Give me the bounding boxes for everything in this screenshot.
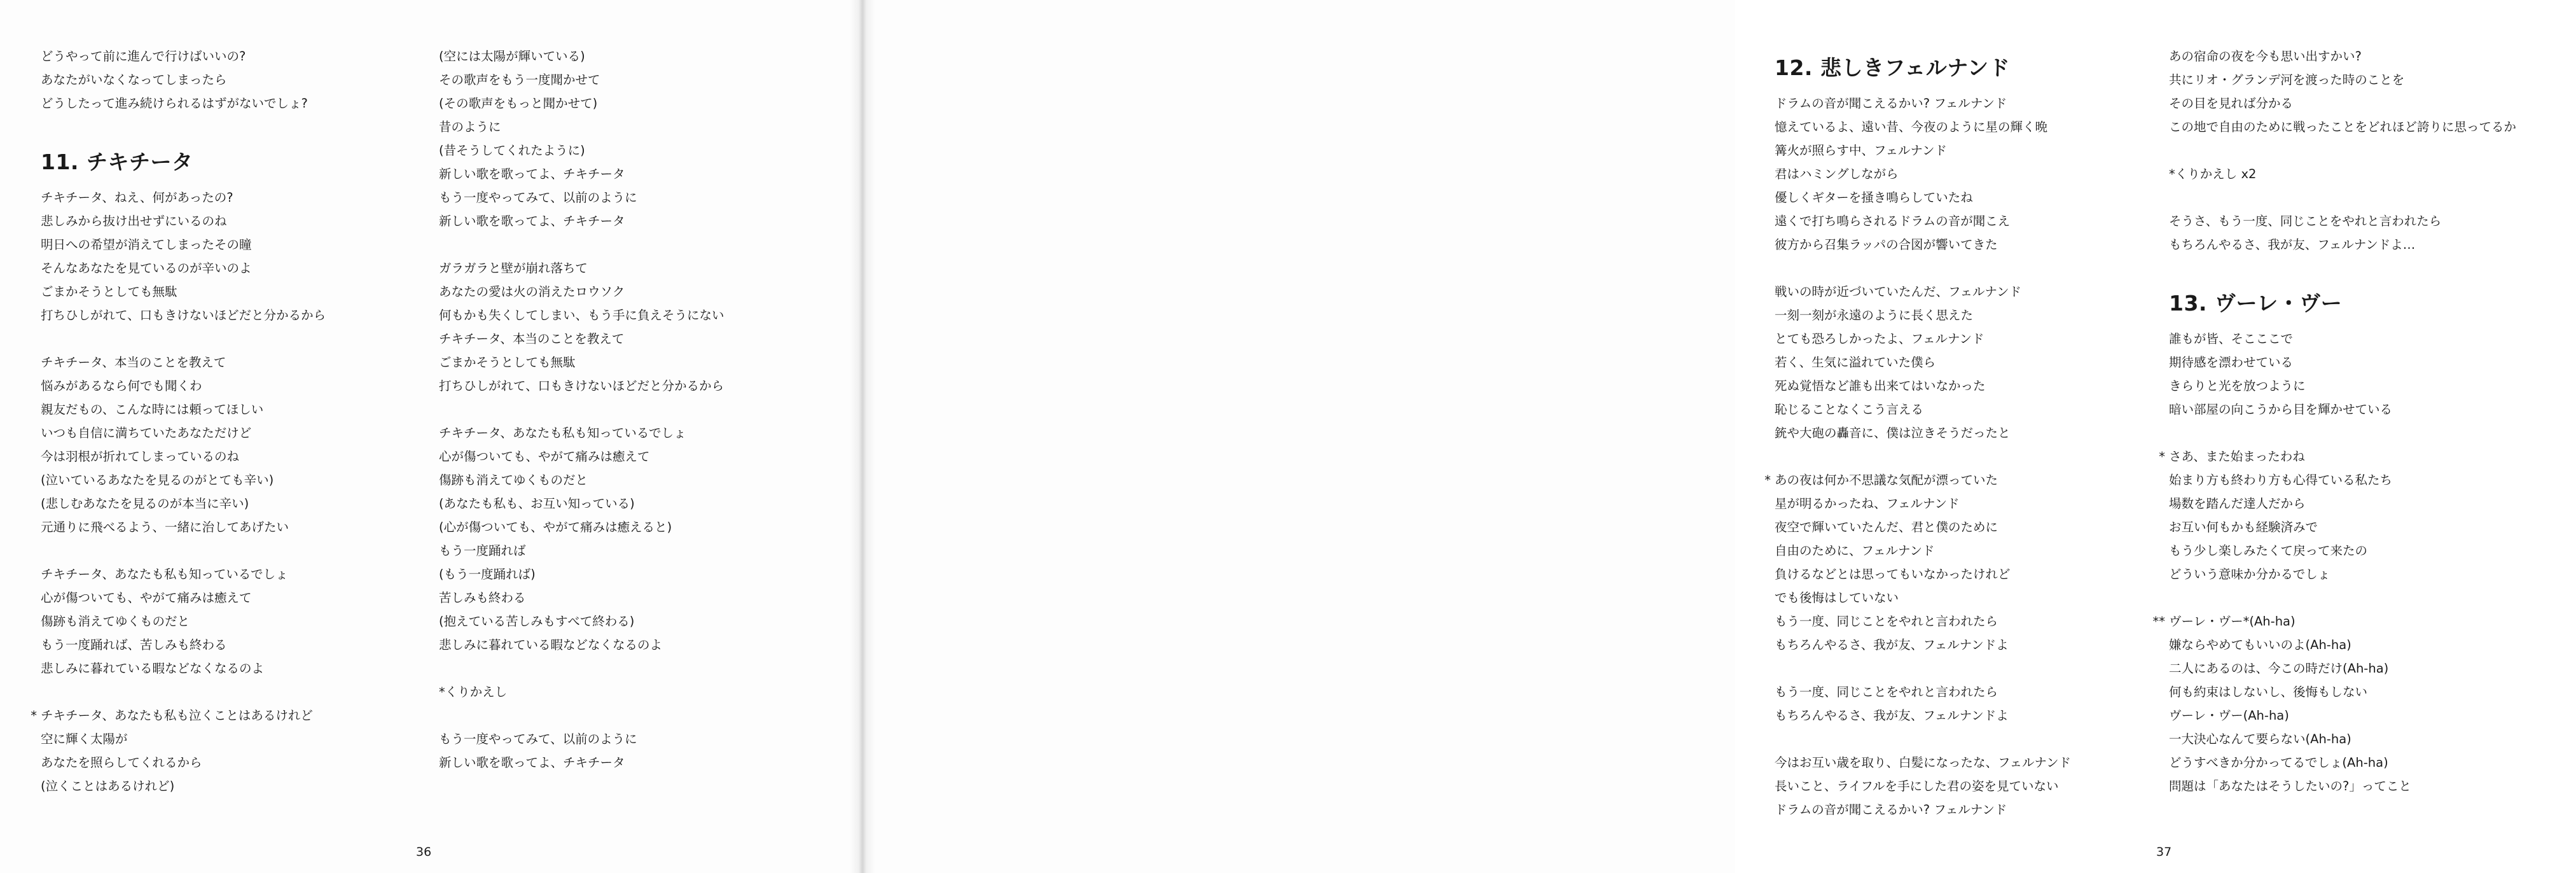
lyric-text: (あなたも私も、お互い知っている) [439,496,635,511]
lyric-text: (その歌声をもっと聞かせて) [439,96,598,111]
lyric-text: 今は羽根が折れてしまっているのね [41,449,240,464]
song-title: 11. チキチータ [41,150,193,174]
lyrics-column-2 [439,45,833,774]
lyric-text: 恥じることなくこう言える [1775,402,1924,417]
lyric-line [41,256,422,280]
refrain-marker: * [2159,449,2165,464]
lyric-line [2169,704,2576,727]
lyric-line [2169,115,2576,139]
page-number-left: 36 [416,845,432,859]
lyric-line [439,92,833,115]
lyric-text: もちろんやるさ、我が友、フェルナンドよ… [2169,237,2416,252]
refrain-marker: * [1764,473,1771,487]
lyric-text: 悲しみから抜け出せずにいるのね [41,214,227,228]
lyric-line [2169,327,2576,351]
lyric-line [41,68,422,92]
lyric-line [41,374,422,398]
lyric-text: そんなあなたを見ているのが辛いのよ [41,261,252,276]
lyric-text: 今はお互い歳を取り、白髪になったな、フェルナンド [1775,755,2072,770]
lyric-text: いつも自信に満ちていたあなただけど [41,426,252,440]
lyric-line [41,610,422,633]
stanza-break [439,398,833,421]
lyric-line [2169,374,2576,398]
stanza-break [41,680,422,704]
lyric-line [2169,633,2576,657]
lyric-text: 一大決心なんて要らない(Ah-ha) [2169,732,2351,746]
lyric-text: 共にリオ・グランデ河を渡った時のことを [2169,73,2405,87]
lyric-text: もう一度やってみて、以前のように [439,190,637,205]
lyric-line [2169,351,2576,374]
lyric-text: そうさ、もう一度、同じことをやれと言われたら [2169,214,2442,228]
lyric-text: 打ちひしがれて、口もきけないほどだと分かるから [439,379,724,393]
lyric-line [1775,492,2156,515]
lyric-line [1775,398,2156,421]
lyric-text: 長いこと、ライフルを手にした君の姿を見ていない [1775,779,2059,793]
lyric-line [41,351,422,374]
lyric-text: 悲しみに暮れている暇などなくなるのよ [41,661,265,676]
lyric-text: 新しい歌を歌ってよ、チキチータ [439,167,625,181]
lyric-line [41,774,422,798]
lyric-line [2159,445,2576,468]
lyric-text: 傷跡も消えてゆくものだと [439,473,588,487]
lyric-text: さあ、また始まったわね [2169,449,2305,464]
lyric-text: 憶えているよ、遠い昔、今夜のように星の輝く晩 [1775,120,2048,134]
lyric-line [2152,610,2576,633]
lyric-line [2169,680,2576,704]
song-title: 13. ヴーレ・ヴー [2169,291,2343,316]
lyric-text: 若く、生気に溢れていた僕ら [1775,355,1936,370]
lyric-line [41,657,422,680]
lyric-line [41,209,422,233]
lyric-text: チキチータ、本当のことを教えて [41,355,226,370]
lyric-line [2169,233,2576,256]
lyric-line [439,327,833,351]
lyric-text: もう一度、同じことをやれと言われたら [1775,614,1998,629]
lyric-text: もう一度踊れば、苦しみも終わる [41,638,227,652]
lyric-line [439,633,833,657]
lyrics-column-1 [31,45,422,798]
lyric-text: (空には太陽が輝いている) [439,49,585,64]
lyric-text: *くりかえし x2 [2169,167,2257,181]
lyric-line [439,492,833,515]
lyric-line [1775,610,2156,633]
lyric-line [439,374,833,398]
lyric-line [439,68,833,92]
lyric-line [1775,327,2156,351]
lyric-text: (泣くことはあるけれど) [41,779,175,793]
lyric-line [1775,209,2156,233]
lyric-line [41,515,422,539]
lyric-text: 遠くで打ち鳴らされるドラムの音が聞こえ [1775,214,2011,228]
lyric-line [439,562,833,586]
stanza-break [2169,421,2576,445]
lyric-line [41,751,422,774]
lyric-line [2169,751,2576,774]
lyric-text: とても恐ろしかったよ、フェルナンド [1775,332,1984,346]
lyric-text: 親友だもの、こんな時には頼ってほしい [41,402,264,417]
lyric-text: (抱えている苦しみもすべて終わる) [439,614,635,629]
lyric-text: もう少し楽しみたくて戻って来たの [2169,543,2368,558]
lyric-text: 場数を踏んだ達人だから [2169,496,2306,511]
lyric-line [439,45,833,68]
song-title: 12. 悲しきフェルナンド [1775,55,2011,80]
lyric-line [1775,162,2156,186]
lyric-line [439,727,833,751]
lyric-text: (悲しむあなたを見るのが本当に辛い) [41,496,249,511]
lyric-line [439,468,833,492]
lyric-line [41,398,422,421]
lyric-line [1775,233,2156,256]
lyric-text: *くりかえし [439,685,508,699]
lyric-text: ガラガラと壁が崩れ落ちて [439,261,588,276]
lyric-text: あの夜は何か不思議な気配が漂っていた [1775,473,1998,487]
lyric-text: もう一度踊れば [439,543,526,558]
lyric-text: 新しい歌を歌ってよ、チキチータ [439,214,625,228]
stanza-break [1775,256,2156,280]
lyric-text: 何も約束はしないし、後悔もしない [2169,685,2368,699]
lyric-text: 心が傷ついても、やがて痛みは癒えて [439,449,650,464]
lyric-line [439,115,833,139]
lyric-text: 空に輝く太陽が [41,732,128,746]
lyrics-column-4 [2152,45,2576,798]
lyric-line [41,445,422,468]
lyric-line [1775,515,2156,539]
lyric-line [439,304,833,327]
lyric-text: 彼方から召集ラッパの合図が響いてきた [1775,237,1998,252]
lyric-text: チキチータ、あなたも私も知っているでしょ [439,426,686,440]
lyric-line [2169,398,2576,421]
stanza-break [2169,186,2576,209]
refrain-marker: ** [2152,614,2165,629]
left-page [0,0,860,873]
stanza-break [2169,139,2576,162]
lyric-line [31,704,422,727]
lyric-text: あの宿命の夜を今も思い出すかい? [2169,49,2362,64]
lyric-line [41,92,422,115]
lyric-text: ごまかそうとしても無駄 [439,355,576,370]
lyric-text: 君はハミングしながら [1775,167,1899,181]
lyric-line [1775,751,2156,774]
book-spine-shadow [850,0,875,873]
lyric-text: ドラムの音が聞こえるかい? フェルナンド [1775,802,2007,817]
lyric-text: ヴーレ・ヴー(Ah-ha) [2169,708,2289,723]
lyric-line [41,304,422,327]
stanza-break [41,327,422,351]
lyric-line [41,633,422,657]
lyric-text: でも後悔はしていない [1775,590,1899,605]
lyric-line [439,515,833,539]
lyric-text: その歌声をもう一度聞かせて [439,73,600,87]
lyric-line [2169,92,2576,115]
lyric-text: 問題は「あなたはそうしたいの?」ってこと [2169,779,2411,793]
lyric-line [1764,468,2156,492]
lyric-line [439,421,833,445]
lyric-text: 何もかも失くしてしまい、もう手に負えそうにない [439,308,724,323]
lyric-line [2169,539,2576,562]
lyric-text: チキチータ、あなたも私も泣くことはあるけれど [41,708,313,723]
lyric-text: 打ちひしがれて、口もきけないほどだと分かるから [41,308,326,323]
lyric-text: 篝火が照らす中、フェルナンド [1775,143,1948,158]
lyric-text: チキチータ、本当のことを教えて [439,332,625,346]
lyric-line [1775,704,2156,727]
lyric-line [439,445,833,468]
stanza-break [1775,445,2156,468]
lyric-line [439,539,833,562]
lyric-text: (心が傷ついても、やがて痛みは癒えると) [439,520,672,534]
lyric-line [2169,68,2576,92]
lyric-line [1775,92,2156,115]
lyric-line [439,680,833,704]
lyric-line [439,351,833,374]
lyric-text: 一刻一刻が永遠のように長く思えた [1775,308,1974,323]
lyric-line [41,280,422,304]
lyric-line [1775,539,2156,562]
lyric-line [439,586,833,610]
lyric-line [41,468,422,492]
lyric-text: 銃や大砲の轟音に、僕は泣きそうだったと [1775,426,2011,440]
lyric-line [2169,657,2576,680]
lyric-text: (昔そうしてくれたように) [439,143,585,158]
stanza-break [439,704,833,727]
lyric-line [439,610,833,633]
lyric-line [439,139,833,162]
stanza-break [439,657,833,680]
lyric-text: 昔のように [439,120,501,134]
lyric-line [2169,468,2576,492]
lyric-text: チキチータ、ねえ、何があったの? [41,190,233,205]
lyric-text: 嫌ならやめてもいいのよ(Ah-ha) [2169,638,2351,652]
lyric-text: あなたがいなくなってしまったら [41,73,227,87]
lyric-line [439,162,833,186]
page-number-right: 37 [2156,845,2172,859]
lyric-text: あなたを照らしてくれるから [41,755,202,770]
lyric-line [1775,633,2156,657]
lyric-line [439,209,833,233]
lyric-line [2169,727,2576,751]
lyric-line [439,186,833,209]
lyric-line [1775,304,2156,327]
lyric-text: ごまかそうとしても無駄 [41,284,177,299]
lyric-text: 始まり方も終わり方も心得ている私たち [2169,473,2393,487]
lyric-text: 負けるなどとは思ってもいなかったけれど [1775,567,2011,582]
lyric-line [1775,586,2156,610]
stanza-break [2169,586,2576,610]
lyric-text: もちろんやるさ、我が友、フェルナンドよ [1775,638,2009,652]
lyric-text: (泣いているあなたを見るのがとても辛い) [41,473,274,487]
lyric-line [41,492,422,515]
lyric-line [1775,374,2156,398]
lyric-text: 悲しみに暮れている暇などなくなるのよ [439,638,663,652]
stanza-break [1775,657,2156,680]
lyric-line [1775,280,2156,304]
lyric-text: 優しくギターを掻き鳴らしていたね [1775,190,1973,205]
lyric-line [1775,562,2156,586]
lyric-text: どうすべきか分かってるでしょ(Ah-ha) [2169,755,2388,770]
lyric-line [1775,798,2156,821]
stanza-break [41,115,422,139]
lyric-line [2169,45,2576,68]
lyric-line [2169,562,2576,586]
lyric-line [1775,421,2156,445]
lyric-text: 傷跡も消えてゆくものだと [41,614,190,629]
lyric-text: 誰もが皆、そこここで [2169,332,2294,346]
lyric-line [1775,351,2156,374]
lyric-line [41,186,422,209]
right-page [860,0,2517,873]
lyric-line [439,280,833,304]
lyric-text: もう一度、同じことをやれと言われたら [1775,685,1998,699]
lyric-line [1775,774,2156,798]
lyric-text: どういう意味か分かるでしょ [2169,567,2330,582]
lyric-line [439,751,833,774]
lyric-text: 二人にあるのは、今この時だけ(Ah-ha) [2169,661,2389,676]
lyric-text: 苦しみも終わる [439,590,526,605]
lyric-line [2169,209,2576,233]
stanza-break [439,233,833,256]
lyric-text: もう一度やってみて、以前のように [439,732,637,746]
lyric-line [2169,162,2576,186]
lyric-text: どうしたって進み続けられるはずがないでしょ? [41,96,308,111]
refrain-marker: * [31,708,37,723]
lyric-text: どうやって前に進んで行けばいいの? [41,49,246,64]
lyric-text: その目を見れば分かる [2169,96,2294,111]
stanza-break [41,539,422,562]
lyric-line [41,233,422,256]
lyric-text: 心が傷ついても、やがて痛みは癒えて [41,590,252,605]
lyric-text: 暗い部屋の向こうから目を輝かせている [2169,402,2393,417]
lyric-line [2169,515,2576,539]
lyric-line [1775,186,2156,209]
lyric-line [1775,115,2156,139]
lyric-line [41,586,422,610]
lyric-text: きらりと光を放つように [2169,379,2306,393]
lyric-line [1775,139,2156,162]
lyric-text: 星が明るかったね、フェルナンド [1775,496,1960,511]
lyric-text: あなたの愛は火の消えたロウソク [439,284,625,299]
lyric-text: 明日への希望が消えてしまったその瞳 [41,237,252,252]
lyric-line [2169,492,2576,515]
lyric-line [41,421,422,445]
lyric-text: 夜空で輝いていたんだ、君と僕のために [1775,520,1998,534]
lyric-text: 戦いの時が近づいていたんだ、フェルナンド [1775,284,2022,299]
lyric-text: この地で自由のために戦ったことをどれほど誇りに思ってるか [2169,120,2517,134]
lyric-text: 元通りに飛べるよう、一緒に治してあげたい [41,520,289,534]
lyric-text: (もう一度踊れば) [439,567,536,582]
lyric-text: もちろんやるさ、我が友、フェルナンドよ [1775,708,2009,723]
lyric-text: ヴーレ・ヴー*(Ah-ha) [2169,614,2296,629]
lyric-text: 新しい歌を歌ってよ、チキチータ [439,755,625,770]
lyric-text: 死ぬ覚悟など誰も出来てはいなかった [1775,379,1986,393]
lyric-text: 自由のために、フェルナンド [1775,543,1935,558]
lyric-text: チキチータ、あなたも私も知っているでしょ [41,567,288,582]
lyric-text: お互い何もかも経験済みで [2169,520,2318,534]
lyric-text: 悩みがあるなら何でも聞くわ [41,379,202,393]
lyric-line [41,727,422,751]
stanza-break [2169,256,2576,280]
lyrics-column-3 [1764,45,2156,821]
lyric-line [41,45,422,68]
lyric-line [2169,774,2576,798]
lyric-line [439,256,833,280]
lyric-line [1775,680,2156,704]
stanza-break [1775,727,2156,751]
lyric-line [41,562,422,586]
lyric-text: ドラムの音が聞こえるかい? フェルナンド [1775,96,2007,111]
lyric-text: 期待感を漂わせている [2169,355,2294,370]
